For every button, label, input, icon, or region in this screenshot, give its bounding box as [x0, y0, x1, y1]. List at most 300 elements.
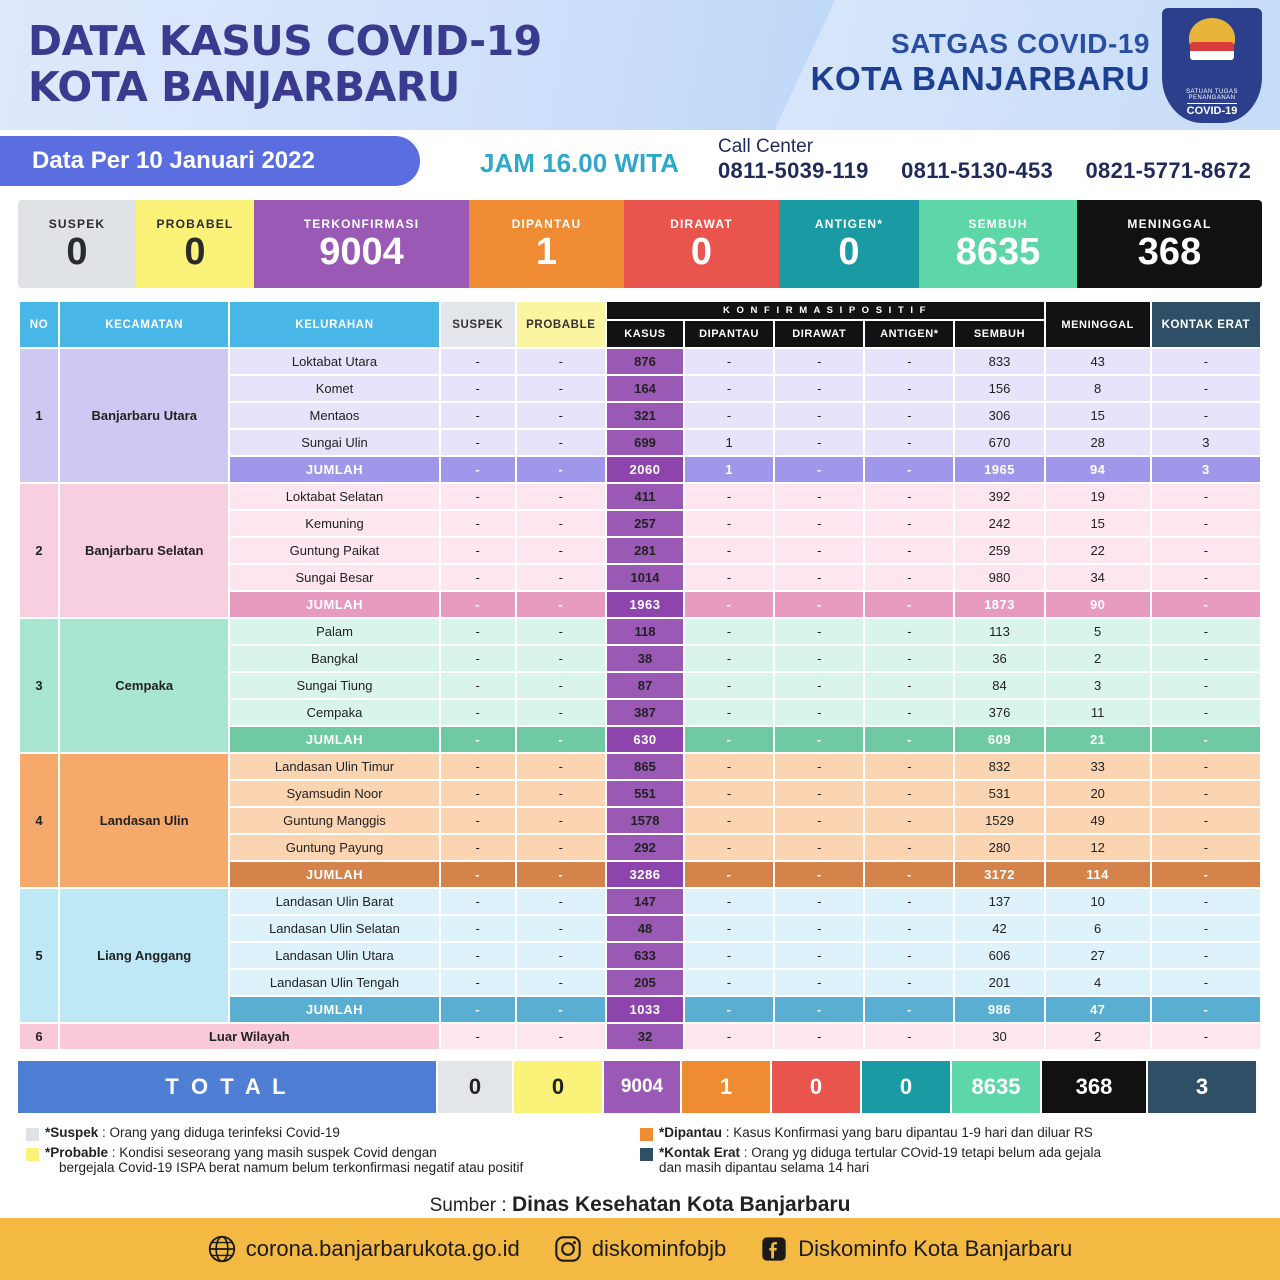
subtotal-kasus: 630	[607, 727, 683, 752]
summary-strip	[18, 200, 1262, 288]
cell-dipantau: -	[685, 349, 773, 374]
subtotal-dipantau: -	[685, 592, 773, 617]
cell-kasus: 1578	[607, 808, 683, 833]
cell-antigen: -	[865, 781, 953, 806]
total-probable: 0	[514, 1061, 602, 1113]
cell-dirawat: -	[775, 565, 863, 590]
cell-suspek: -	[441, 484, 515, 509]
footer-instagram[interactable]	[554, 1235, 727, 1263]
row-kelurahan: Kemuning	[230, 511, 438, 536]
cell-kontak: 3	[1152, 430, 1260, 455]
cell-suspek: -	[441, 1024, 515, 1049]
cell-sembuh: 42	[955, 916, 1043, 941]
cell-kontak: -	[1152, 943, 1260, 968]
total-kontak-erat: 3	[1148, 1061, 1256, 1113]
subtotal-meninggal: 47	[1046, 997, 1150, 1022]
cell-kasus: 118	[607, 619, 683, 644]
cell-kontak: -	[1152, 565, 1260, 590]
summary-probabel-value: 0	[184, 231, 206, 273]
cell-suspek: -	[441, 619, 515, 644]
date-bar	[0, 130, 1280, 194]
cell-dipantau: -	[685, 538, 773, 563]
cell-kasus: 699	[607, 430, 683, 455]
cell-dipantau: -	[685, 403, 773, 428]
cell-probable: -	[517, 889, 605, 914]
subtotal-probable: -	[517, 997, 605, 1022]
cell-meninggal: 19	[1046, 484, 1150, 509]
cell-meninggal: 3	[1046, 673, 1150, 698]
cell-dirawat: -	[775, 511, 863, 536]
subtotal-kasus: 3286	[607, 862, 683, 887]
cell-dirawat: -	[775, 943, 863, 968]
row-kelurahan: Cempaka	[230, 700, 438, 725]
cell-antigen: -	[865, 700, 953, 725]
legend-probable-text: : Kondisi seseorang yang masih suspek Covid dengan	[108, 1145, 437, 1160]
cell-dirawat: -	[775, 889, 863, 914]
footer-instagram-text: diskominfobjb	[591, 1236, 727, 1261]
title-line-2: KOTA BANJARBARU	[28, 63, 460, 111]
cell-sembuh: 36	[955, 646, 1043, 671]
cell-antigen: -	[865, 1024, 953, 1049]
cell-antigen: -	[865, 916, 953, 941]
cell-suspek: -	[441, 781, 515, 806]
subtotal-dipantau: 1	[685, 457, 773, 482]
subtotal-kontak: -	[1152, 727, 1260, 752]
row-kelurahan: Sungai Ulin	[230, 430, 438, 455]
cell-kontak: -	[1152, 538, 1260, 563]
legend-right	[640, 1125, 1254, 1179]
subtotal-dirawat: -	[775, 727, 863, 752]
cell-kontak: -	[1152, 673, 1260, 698]
subtotal-kasus: 2060	[607, 457, 683, 482]
cell-suspek: -	[441, 430, 515, 455]
summary-sembuh-label: SEMBUH	[968, 217, 1028, 231]
legend-dipantau	[640, 1125, 1254, 1141]
legend-kontak-swatch-icon	[640, 1148, 653, 1161]
cell-meninggal: 6	[1046, 916, 1150, 941]
cell-kasus: 38	[607, 646, 683, 671]
subtotal-meninggal: 94	[1046, 457, 1150, 482]
globe-icon	[208, 1235, 236, 1263]
cell-sembuh: 137	[955, 889, 1043, 914]
cell-kasus: 48	[607, 916, 683, 941]
cell-probable: -	[517, 349, 605, 374]
cell-dirawat: -	[775, 835, 863, 860]
cell-meninggal: 33	[1046, 754, 1150, 779]
cell-kontak: -	[1152, 403, 1260, 428]
table-row	[20, 349, 1260, 374]
row-no: 3	[20, 619, 58, 752]
th-dipantau: DIPANTAU	[685, 321, 773, 347]
subtotal-dirawat: -	[775, 862, 863, 887]
cell-antigen: -	[865, 484, 953, 509]
cell-dirawat: -	[775, 970, 863, 995]
subtotal-sembuh: 1965	[955, 457, 1043, 482]
cell-dipantau: -	[685, 916, 773, 941]
legend-suspek-text: : Orang yang diduga terinfeksi Covid-19	[98, 1125, 340, 1140]
cell-dirawat: -	[775, 808, 863, 833]
row-kecamatan: Landasan Ulin	[60, 754, 228, 887]
summary-meninggal-value: 368	[1137, 231, 1202, 273]
cell-probable: -	[517, 619, 605, 644]
cell-probable: -	[517, 484, 605, 509]
th-probable: PROBABLE	[517, 302, 605, 347]
cell-meninggal: 10	[1046, 889, 1150, 914]
cell-dipantau: -	[685, 970, 773, 995]
cell-probable: -	[517, 376, 605, 401]
subtotal-suspek: -	[441, 997, 515, 1022]
phone-2: 0811-5130-453	[901, 158, 1054, 183]
subtotal-probable: -	[517, 457, 605, 482]
cell-sembuh: 84	[955, 673, 1043, 698]
cell-suspek: -	[441, 970, 515, 995]
logo-text-2: PENANGANAN	[1188, 95, 1236, 101]
cell-sembuh: 306	[955, 403, 1043, 428]
th-kecamatan: KECAMATAN	[60, 302, 228, 347]
subtotal-dipantau: -	[685, 727, 773, 752]
cell-antigen: -	[865, 808, 953, 833]
cell-probable: -	[517, 835, 605, 860]
subtotal-suspek: -	[441, 862, 515, 887]
cell-suspek: -	[441, 565, 515, 590]
summary-meninggal	[1077, 200, 1262, 288]
cell-antigen: -	[865, 889, 953, 914]
cell-dipantau: -	[685, 700, 773, 725]
cell-kasus: 321	[607, 403, 683, 428]
summary-dirawat-label: DIRAWAT	[670, 217, 733, 231]
cell-kasus: 87	[607, 673, 683, 698]
summary-dipantau	[469, 200, 624, 288]
row-kecamatan: Cempaka	[60, 619, 228, 752]
cell-meninggal: 34	[1046, 565, 1150, 590]
subtotal-dirawat: -	[775, 457, 863, 482]
cell-meninggal: 28	[1046, 430, 1150, 455]
row-kelurahan: Loktabat Selatan	[230, 484, 438, 509]
cell-antigen: -	[865, 673, 953, 698]
table-row	[20, 889, 1260, 914]
table-body	[20, 349, 1260, 1049]
table-row	[20, 619, 1260, 644]
header-right	[811, 28, 1150, 98]
cell-suspek: -	[441, 673, 515, 698]
cell-suspek: -	[441, 538, 515, 563]
cell-probable: -	[517, 1024, 605, 1049]
cell-probable: -	[517, 916, 605, 941]
subtotal-kontak: -	[1152, 862, 1260, 887]
cell-sembuh: 280	[955, 835, 1043, 860]
cell-sembuh: 833	[955, 349, 1043, 374]
satgas-logo-icon	[1162, 8, 1262, 123]
row-kelurahan: Landasan Ulin Timur	[230, 754, 438, 779]
cell-sembuh: 1529	[955, 808, 1043, 833]
cell-probable: -	[517, 943, 605, 968]
summary-meninggal-label: MENINGGAL	[1127, 217, 1212, 231]
cell-kasus: 865	[607, 754, 683, 779]
subtotal-suspek: -	[441, 727, 515, 752]
row-kelurahan: Loktabat Utara	[230, 349, 438, 374]
cell-meninggal: 4	[1046, 970, 1150, 995]
legend-dipantau-swatch-icon	[640, 1128, 653, 1141]
total-row	[18, 1061, 1262, 1113]
cell-dipantau: -	[685, 646, 773, 671]
subtotal-label: JUMLAH	[230, 997, 438, 1022]
cell-sembuh: 832	[955, 754, 1043, 779]
row-no: 6	[20, 1024, 58, 1049]
cell-probable: -	[517, 511, 605, 536]
cell-sembuh: 606	[955, 943, 1043, 968]
row-kelurahan: Guntung Manggis	[230, 808, 438, 833]
cell-suspek: -	[441, 916, 515, 941]
row-kecamatan: Liang Anggang	[60, 889, 228, 1022]
cell-sembuh: 392	[955, 484, 1043, 509]
cell-dirawat: -	[775, 403, 863, 428]
summary-sembuh-value: 8635	[955, 231, 1041, 273]
cell-kasus: 164	[607, 376, 683, 401]
legend-probable-swatch-icon	[26, 1148, 39, 1161]
row-no: 1	[20, 349, 58, 482]
cell-sembuh: 376	[955, 700, 1043, 725]
th-no: NO	[20, 302, 58, 347]
footer	[0, 1218, 1280, 1280]
cell-sembuh: 242	[955, 511, 1043, 536]
th-meninggal: MENINGGAL	[1046, 302, 1150, 347]
cell-kontak: -	[1152, 619, 1260, 644]
cell-meninggal: 22	[1046, 538, 1150, 563]
th-kelurahan: KELURAHAN	[230, 302, 438, 347]
summary-suspek-value: 0	[66, 231, 88, 273]
subtotal-meninggal: 21	[1046, 727, 1150, 752]
footer-facebook-text: Diskominfo Kota Banjarbaru	[798, 1236, 1073, 1261]
subtotal-label: JUMLAH	[230, 592, 438, 617]
total-dirawat: 0	[772, 1061, 860, 1113]
th-antigen: ANTIGEN*	[865, 321, 953, 347]
cell-meninggal: 2	[1046, 646, 1150, 671]
cell-dipantau: -	[685, 1024, 773, 1049]
flag-icon	[1190, 42, 1234, 60]
cell-sembuh: 980	[955, 565, 1043, 590]
legend-probable-title: *Probable	[45, 1145, 109, 1160]
legend-dipantau-title: *Dipantau	[659, 1125, 723, 1140]
cell-antigen: -	[865, 970, 953, 995]
row-kelurahan: Mentaos	[230, 403, 438, 428]
cell-kontak: -	[1152, 646, 1260, 671]
cell-kontak: -	[1152, 808, 1260, 833]
summary-dirawat	[624, 200, 779, 288]
legend	[26, 1125, 1254, 1179]
cell-dipantau: -	[685, 511, 773, 536]
legend-suspek-title: *Suspek	[45, 1125, 99, 1140]
cell-suspek: -	[441, 835, 515, 860]
logo-text-1: SATUAN TUGAS	[1185, 89, 1239, 95]
cell-kontak: -	[1152, 700, 1260, 725]
cell-antigen: -	[865, 376, 953, 401]
subtotal-kasus: 1963	[607, 592, 683, 617]
subtotal-antigen: -	[865, 592, 953, 617]
cell-suspek: -	[441, 376, 515, 401]
cell-kasus: 32	[607, 1024, 683, 1049]
cell-suspek: -	[441, 349, 515, 374]
row-no: 4	[20, 754, 58, 887]
satgas-label: SATGAS COVID-19	[890, 28, 1150, 59]
subtotal-antigen: -	[865, 862, 953, 887]
cell-kasus: 147	[607, 889, 683, 914]
cell-dipantau: -	[685, 754, 773, 779]
subtotal-meninggal: 90	[1046, 592, 1150, 617]
cell-kontak: -	[1152, 1024, 1260, 1049]
table-row	[20, 1024, 1260, 1049]
row-kelurahan: Landasan Ulin Tengah	[230, 970, 438, 995]
summary-probabel	[136, 200, 254, 288]
legend-probable-text2: bergejala Covid-19 ISPA berat namum belum terkonfirmasi negatif atau positif	[59, 1160, 524, 1175]
cell-antigen: -	[865, 538, 953, 563]
subtotal-kontak: -	[1152, 997, 1260, 1022]
cell-dipantau: -	[685, 619, 773, 644]
footer-website[interactable]	[208, 1235, 520, 1263]
logo-text-3: COVID-19	[1186, 105, 1238, 117]
total-kasus: 9004	[604, 1061, 680, 1113]
cell-meninggal: 20	[1046, 781, 1150, 806]
subtotal-probable: -	[517, 592, 605, 617]
th-suspek: SUSPEK	[441, 302, 515, 347]
cell-meninggal: 15	[1046, 403, 1150, 428]
legend-kontak	[640, 1145, 1254, 1175]
subtotal-antigen: -	[865, 997, 953, 1022]
cell-meninggal: 15	[1046, 511, 1150, 536]
cell-suspek: -	[441, 808, 515, 833]
subtotal-dirawat: -	[775, 592, 863, 617]
cell-kontak: -	[1152, 511, 1260, 536]
cell-probable: -	[517, 970, 605, 995]
total-dipantau: 1	[682, 1061, 770, 1113]
total-label: T O T A L	[18, 1061, 436, 1113]
cell-dipantau: 1	[685, 430, 773, 455]
cell-kasus: 387	[607, 700, 683, 725]
row-no: 2	[20, 484, 58, 617]
cell-suspek: -	[441, 754, 515, 779]
row-kelurahan: Sungai Besar	[230, 565, 438, 590]
cell-sembuh: 30	[955, 1024, 1043, 1049]
subtotal-sembuh: 3172	[955, 862, 1043, 887]
subtotal-label: JUMLAH	[230, 457, 438, 482]
time-label: JAM 16.00 WITA	[480, 148, 679, 178]
summary-probabel-label: PROBABEL	[156, 217, 234, 231]
cell-kasus: 292	[607, 835, 683, 860]
total-antigen: 0	[862, 1061, 950, 1113]
subtotal-sembuh: 609	[955, 727, 1043, 752]
cell-kasus: 281	[607, 538, 683, 563]
cell-kasus: 205	[607, 970, 683, 995]
cell-suspek: -	[441, 943, 515, 968]
cell-sembuh: 259	[955, 538, 1043, 563]
cell-dirawat: -	[775, 484, 863, 509]
cell-suspek: -	[441, 403, 515, 428]
legend-suspek	[26, 1125, 640, 1141]
cell-suspek: -	[441, 511, 515, 536]
cell-antigen: -	[865, 511, 953, 536]
th-kontak-erat: KONTAK ERAT	[1152, 302, 1260, 347]
th-sembuh: SEMBUH	[955, 321, 1043, 347]
cell-dipantau: -	[685, 889, 773, 914]
cases-table	[18, 300, 1262, 1051]
cell-dirawat: -	[775, 376, 863, 401]
header	[0, 0, 1280, 130]
source-value: Dinas Kesehatan Kota Banjarbaru	[511, 1193, 851, 1216]
cell-suspek: -	[441, 646, 515, 671]
cell-kontak: -	[1152, 781, 1260, 806]
cell-antigen: -	[865, 619, 953, 644]
cell-dipantau: -	[685, 781, 773, 806]
footer-facebook[interactable]	[760, 1235, 1072, 1263]
cell-antigen: -	[865, 646, 953, 671]
row-kelurahan: Palam	[230, 619, 438, 644]
cell-antigen: -	[865, 835, 953, 860]
subtotal-kontak: -	[1152, 592, 1260, 617]
footer-website-text: corona.banjarbarukota.go.id	[245, 1236, 520, 1261]
row-kelurahan: Sungai Tiung	[230, 673, 438, 698]
th-kasus: KASUS	[607, 321, 683, 347]
cell-kasus: 633	[607, 943, 683, 968]
cell-kontak: -	[1152, 376, 1260, 401]
cell-dipantau: -	[685, 376, 773, 401]
cell-meninggal: 27	[1046, 943, 1150, 968]
cell-dipantau: -	[685, 565, 773, 590]
cell-kontak: -	[1152, 349, 1260, 374]
cell-kasus: 876	[607, 349, 683, 374]
cell-kontak: -	[1152, 484, 1260, 509]
row-kelurahan: Landasan Ulin Utara	[230, 943, 438, 968]
row-kelurahan: Komet	[230, 376, 438, 401]
cell-meninggal: 49	[1046, 808, 1150, 833]
cell-antigen: -	[865, 754, 953, 779]
row-kecamatan: Banjarbaru Selatan	[60, 484, 228, 617]
row-no: 5	[20, 889, 58, 1022]
subtotal-sembuh: 986	[955, 997, 1043, 1022]
cell-sembuh: 156	[955, 376, 1043, 401]
summary-terkonfirmasi-value: 9004	[319, 231, 404, 273]
cell-kontak: -	[1152, 754, 1260, 779]
total-meninggal: 368	[1042, 1061, 1146, 1113]
cell-kontak: -	[1152, 835, 1260, 860]
summary-dirawat-value: 0	[690, 231, 713, 273]
phone-1: 0811-5039-119	[718, 158, 869, 183]
cell-antigen: -	[865, 943, 953, 968]
subtotal-antigen: -	[865, 727, 953, 752]
cell-meninggal: 11	[1046, 700, 1150, 725]
legend-kontak-text: : Orang yg diduga tertular COvid-19 tetapi belum ada gejala	[740, 1145, 1101, 1160]
summary-antigen-label: ANTIGEN*	[814, 217, 884, 231]
page-title	[28, 18, 542, 110]
subtotal-probable: -	[517, 727, 605, 752]
cell-sembuh: 670	[955, 430, 1043, 455]
cell-probable: -	[517, 673, 605, 698]
cell-suspek: -	[441, 889, 515, 914]
subtotal-dipantau: -	[685, 997, 773, 1022]
cell-probable: -	[517, 754, 605, 779]
summary-antigen	[779, 200, 919, 288]
cell-kasus: 1014	[607, 565, 683, 590]
legend-kontak-title: *Kontak Erat	[659, 1145, 741, 1160]
cell-dipantau: -	[685, 835, 773, 860]
row-kelurahan: Guntung Paikat	[230, 538, 438, 563]
row-kecamatan: Banjarbaru Utara	[60, 349, 228, 482]
legend-kontak-text2: dan masih dipantau selama 14 hari	[659, 1160, 870, 1175]
summary-antigen-value: 0	[838, 231, 860, 273]
cell-dirawat: -	[775, 916, 863, 941]
subtotal-suspek: -	[441, 457, 515, 482]
row-kelurahan: Syamsudin Noor	[230, 781, 438, 806]
cell-dipantau: -	[685, 943, 773, 968]
row-kelurahan: Landasan Ulin Barat	[230, 889, 438, 914]
